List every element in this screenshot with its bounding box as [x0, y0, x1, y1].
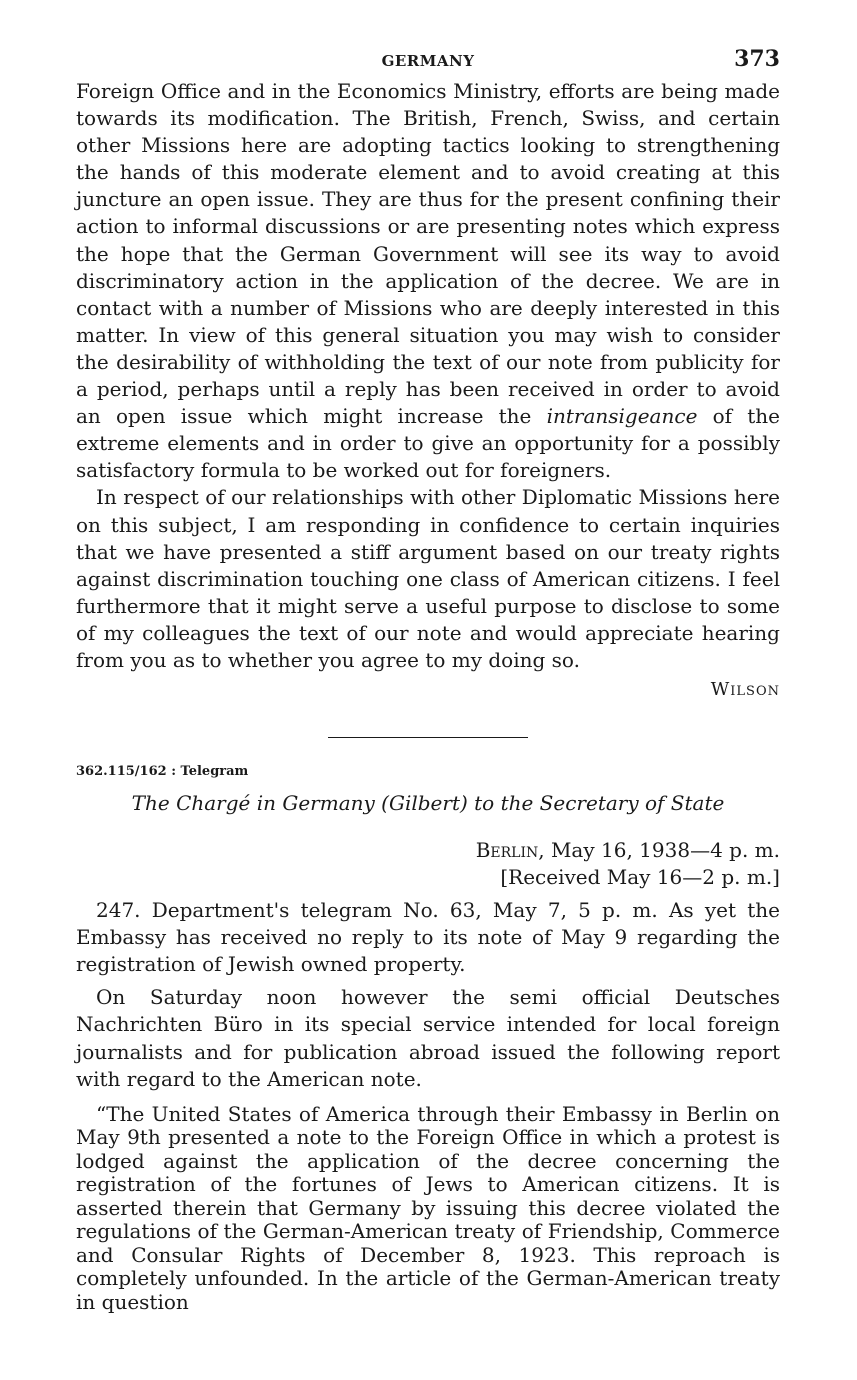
- running-head: GERMANY: [381, 52, 475, 70]
- document-page: [76, 44, 780, 1334]
- italic-word: intransigeance: [546, 404, 698, 429]
- letter-paragraph-2: In respect of our relationships with other Diplomatic Missions here on this subject, I am responding in confidence to certain inquiries that we have presented a stiff argument based on our treaty rights against discrimination touching one class of American citizens. I feel furthermore that it might serve a useful purpose to disclose to some of my colleagues the text of our note and would appreciate hearing from you as to whether you agree to my doing so.: [76, 485, 780, 672]
- document-title: The Chargé in Germany (Gilbert) to the Secretary of State: [131, 791, 725, 816]
- dateline: [76, 837, 780, 891]
- telegram-paragraph-1: 247. Department's telegram No. 63, May 7, 5 p. m. As yet the Embassy has received no reply to its note of May 9 regarding the registration of Jewish owned property.: [76, 898, 780, 977]
- file-reference: 362.115/162 : Telegram: [76, 764, 249, 780]
- page-header: [76, 44, 780, 78]
- quoted-report: “The United States of America through their Embassy in Berlin on May 9th presented a note to the Foreign Office in which a protest is lodged against the application of the decree concerning the registration of the fortunes of Jews to American citizens. It is asserted therein that Germany by issuing this decree violated the regulations of the German-American treaty of Friendship, Commerce and Consular Rights of December 8, 1923. This reproach is completely unfounded. In the article of the German-American treaty in question: [76, 1101, 780, 1314]
- section-divider: [328, 737, 528, 738]
- telegram-paragraph-2: On Saturday noon however the semi official Deutsches Nachrichten Büro in its special service intended for local foreign journalists and for publication abroad issued the following report with regard to the American note.: [76, 985, 780, 1091]
- dateline-received: [Received May 16—2 p. m.]: [500, 865, 780, 890]
- letter-paragraph-1: [76, 78, 780, 484]
- signature: Wilson: [710, 679, 780, 701]
- dateline-sent: [76, 837, 780, 864]
- letter-paragraph-1-text-end: of the extreme elements and in order to give an opportunity for a possibly satisfactory formula to be worked out for foreigners.: [76, 404, 780, 483]
- page-number: 373: [734, 46, 780, 72]
- letter-paragraph-1-text: Foreign Office and in the Economics Ministry, efforts are being made towards its modification. The British, French, Swiss, and certain other Missions here are adopting tactics looking to strengthening the hands of this moderate element and to avoid creating at this juncture an open issue. They are thus for the present confining their action to informal discussions or are presenting notes which express the hope that the German Government will see its way to avoid discriminatory action in the application of the decree. We are in contact with a number of Missions who are deeply interested in this matter. In view of this general situation you may wish to consider the desirability of withholding the text of our note from publicity for a period, perhaps until a reply has been received in order to avoid an open issue which might increase the: [76, 79, 780, 429]
- dateline-place: Berlin: [475, 838, 539, 863]
- dateline-date: , May 16, 1938—4 p. m.: [538, 838, 780, 863]
